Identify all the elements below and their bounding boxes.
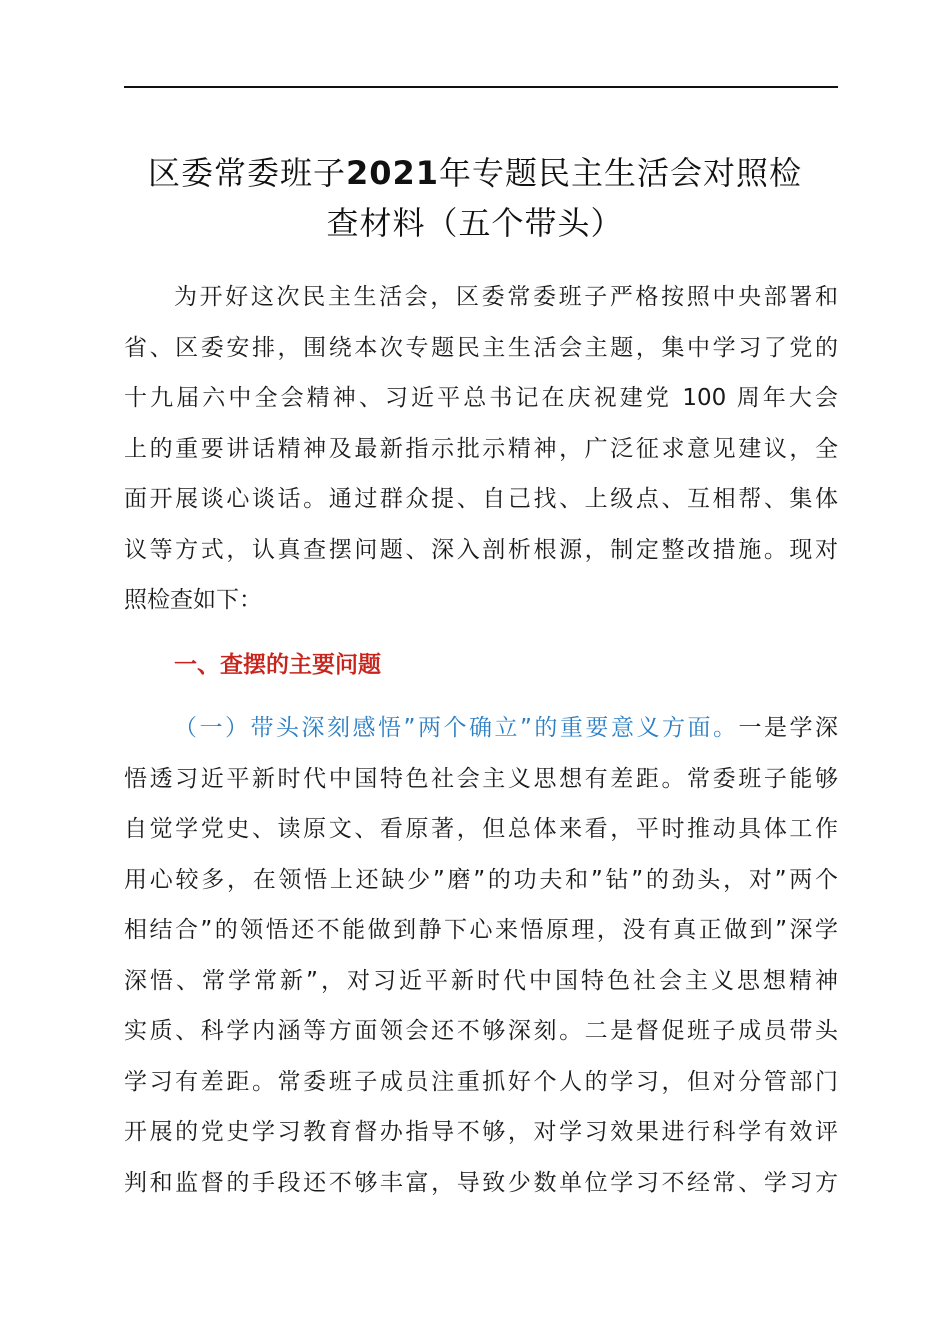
paragraph-line: 面开展谈心谈话。通过群众提、自己找、上级点、互相帮、集体	[124, 486, 838, 512]
header-rule	[124, 86, 838, 88]
title-line-2: 查材料（五个带头）	[326, 204, 624, 242]
paragraph-line: 悟透习近平新时代中国特色社会主义思想有差距。常委班子能够	[124, 765, 838, 792]
page-title	[110, 148, 840, 248]
paragraph-line: 为开好这次民主生活会，区委常委班子严格按照中央部署和	[174, 284, 838, 310]
paragraph-line: 自觉学党史、读原文、看原著，但总体来看，平时推动具体工作	[124, 816, 838, 842]
paragraph-line: 议等方式，认真查摆问题、深入剖析根源，制定整改措施。现对	[124, 536, 838, 563]
paragraph-line: （一）带头深刻感悟”两个确立”的重要意义方面。一是学深	[174, 715, 839, 741]
subsection-paragraph	[124, 703, 838, 1208]
paragraph-line: 学习有差距。常委班子成员注重抓好个人的学习，但对分管部门	[124, 1068, 838, 1095]
paragraph-line: 判和监督的手段还不够丰富，导致少数单位学习不经常、学习方	[124, 1169, 838, 1196]
paragraph-line: 省、区委安排，围绕本次专题民主生活会主题，集中学习了党的	[124, 334, 838, 361]
intro-paragraph	[124, 272, 838, 626]
paragraph-line: 深悟、常学常新”，对习近平新时代中国特色社会主义思想精神	[124, 967, 838, 994]
paragraph-line: 上的重要讲话精神及最新指示批示精神，广泛征求意见建议，全	[124, 435, 838, 462]
section-heading: 一、查摆的主要问题	[174, 652, 381, 678]
paragraph-line: 相结合”的领悟还不能做到静下心来悟原理，没有真正做到”深学	[124, 917, 838, 943]
title-line-1: 区委常委班子2021年专题民主生活会对照检	[147, 154, 803, 192]
paragraph-line: 照检查如下：	[124, 587, 262, 613]
subsection-heading: （一）带头深刻感悟”两个确立”的重要意义方面。	[174, 715, 739, 741]
paragraph-line: 用心较多，在领悟上还缺少”磨”的功夫和”钻”的劲头，对”两个	[124, 866, 838, 893]
paragraph-line: 十九届六中全会精神、习近平总书记在庆祝建党 100 周年大会	[124, 385, 838, 411]
paragraph-line: 实质、科学内涵等方面领会还不够深刻。二是督促班子成员带头	[124, 1018, 838, 1044]
paragraph-line: 开展的党史学习教育督办指导不够，对学习效果进行科学有效评	[124, 1119, 838, 1145]
